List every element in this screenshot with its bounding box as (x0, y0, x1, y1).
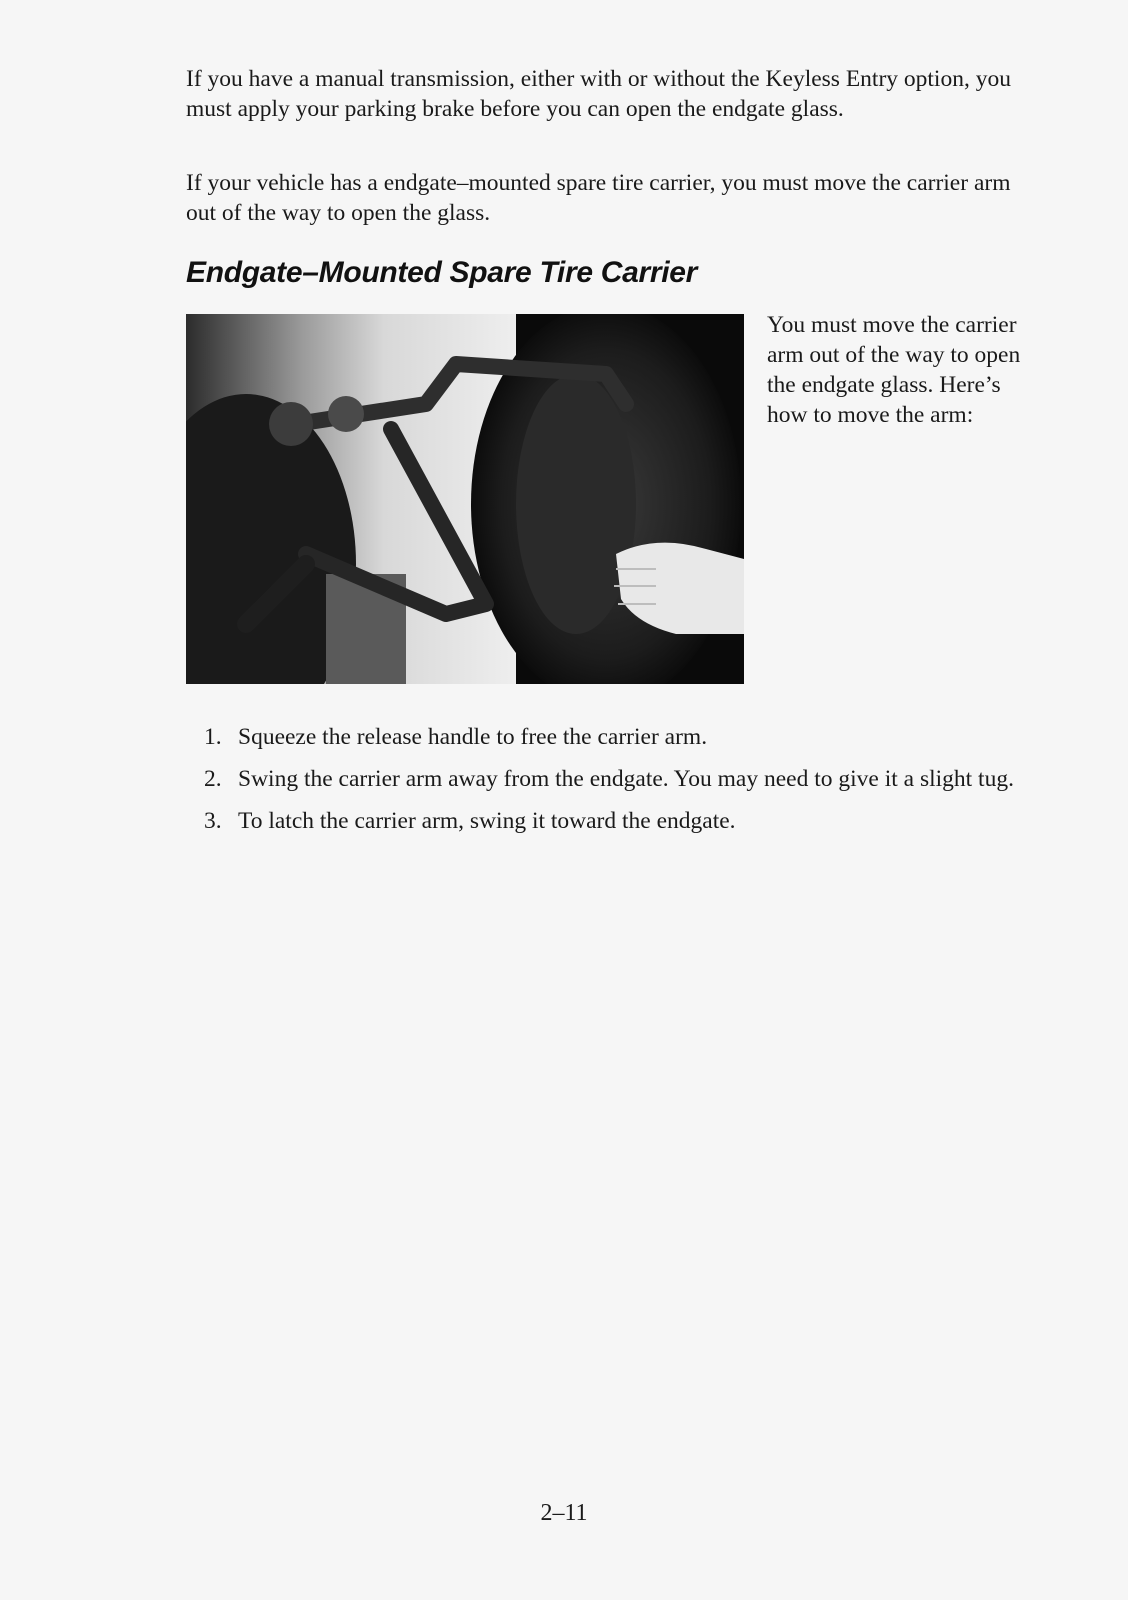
carrier-instructions-intro: You must move the carrier arm out of the way to open the endgate glass. Here’s how to move the arm: (767, 312, 1021, 428)
step-number: 1. (204, 724, 222, 750)
steps-list (196, 722, 1016, 848)
section-heading: Endgate–Mounted Spare Tire Carrier (186, 256, 698, 289)
paragraph-manual-transmission: If you have a manual transmission, either with or without the Keyless Entry option, you must apply your parking brake before you can open the endgate glass. (186, 66, 1011, 122)
step-text: Squeeze the release handle to free the carrier arm. (238, 724, 708, 750)
page-number: 2–11 (540, 1500, 588, 1526)
step-number: 3. (204, 808, 222, 834)
list-item (196, 722, 1016, 752)
step-text: Swing the carrier arm away from the endgate. You may need to give it a slight tug. (238, 766, 1014, 792)
paragraph-spare-tire-carrier: If your vehicle has a endgate–mounted spare tire carrier, you must move the carrier arm out of the way to open the glass. (186, 170, 1011, 226)
carrier-arm-photo (186, 314, 744, 684)
list-item (196, 764, 1016, 794)
step-text: To latch the carrier arm, swing it toward the endgate. (238, 808, 736, 834)
list-item (196, 806, 1016, 836)
step-number: 2. (204, 766, 222, 792)
carrier-arm-illustration (186, 314, 744, 684)
